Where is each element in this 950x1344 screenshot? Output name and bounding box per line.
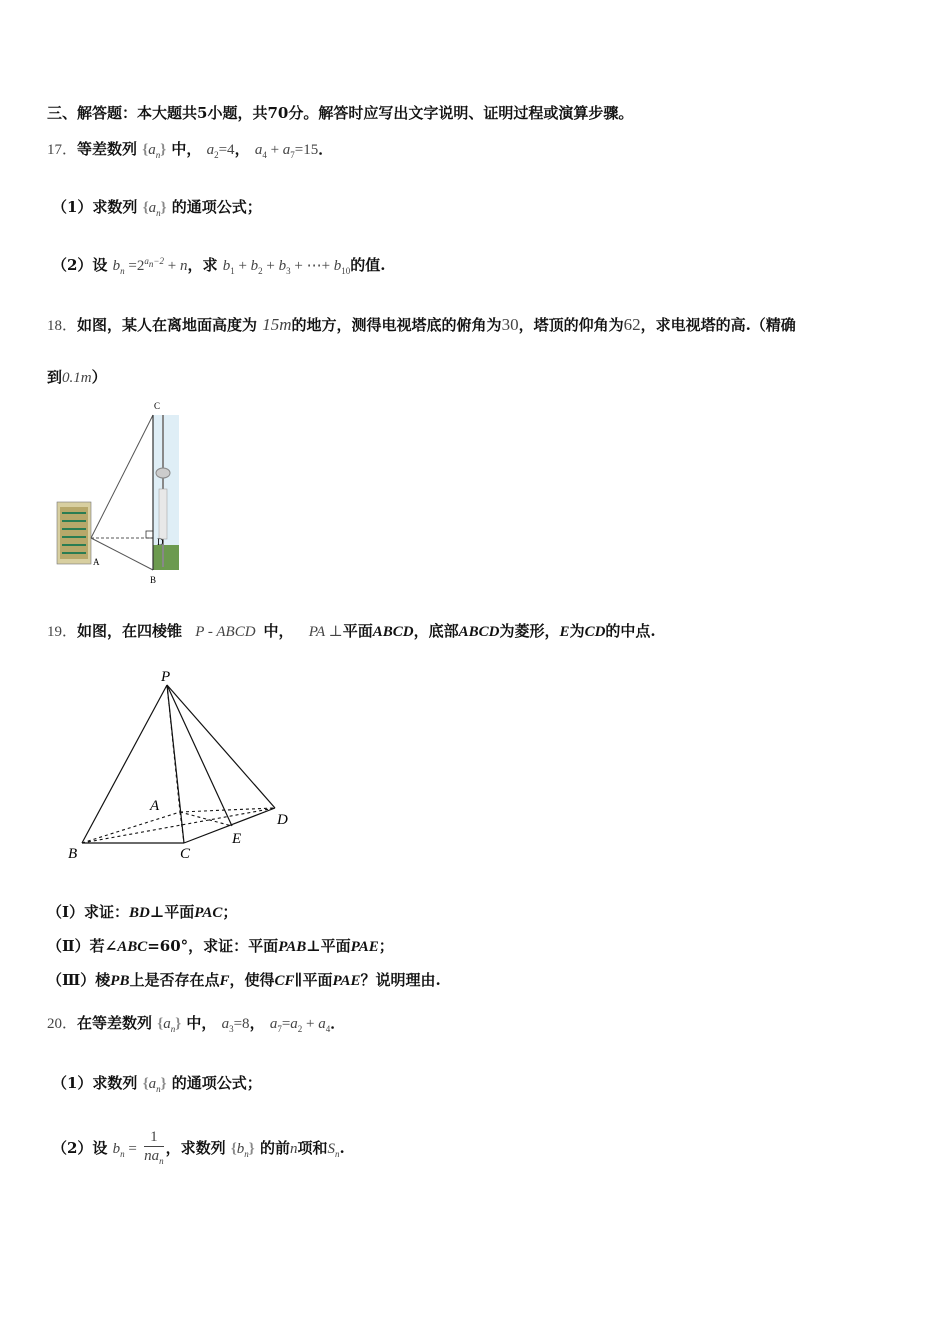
q20-stem: 20．在等差数列 $\{a_n\}$ 中， $a_3=8$， $a_7=a_2 + a_4$．	[47, 1014, 346, 1034]
label-C: C	[154, 401, 161, 411]
q18-figure	[50, 395, 190, 590]
label-A: A	[93, 557, 100, 567]
q19-stem: 19．如图，在四棱锥 P - ABCD 中， PA ⊥平面ABCD，底部ABCD为菱形，E为CD的中点.	[47, 622, 656, 640]
label-B: B	[150, 575, 157, 585]
q20-part2: （2）设 $b_n$ = $\frac{1}{na_n}$ ，求数列 $\{b_n\}$ 的前n项和$S_n$.	[52, 1129, 345, 1166]
label-A: A	[150, 798, 160, 814]
q18-stem: 18．如图，某人在离地面高度为 15m的地方，测得电视塔底的俯角为30，塔顶的仰角为62，求电视塔的高.（精确	[47, 315, 796, 334]
label-D: D	[157, 537, 164, 547]
label-E: E	[232, 831, 242, 847]
q19-part3: （Ⅲ）棱PB上是否存在点F，使得CF∥平面PAE？说明理由.	[47, 971, 441, 989]
label-B: B	[68, 846, 78, 862]
section-header: 三、解答题：本大题共5小题，共70分。解答时应写出文字说明、证明过程或演算步骤。	[47, 104, 634, 122]
q17-part2: （2）设 $b_n =2^{a_n-2} + n$，求 $b_1 + b_2 + b_3$ + ⋯+ $b_{10}$的值.	[52, 256, 386, 276]
q19-part1: （Ⅰ）求证：BD⊥平面PAC；	[47, 903, 238, 921]
label-D: D	[277, 812, 288, 828]
label-C: C	[180, 846, 191, 862]
q20-part1: （1）求数列 $\{a_n\}$ 的通项公式；	[52, 1074, 262, 1094]
q18-stem-line2: 到0.1m）	[47, 368, 107, 386]
q19-figure	[60, 665, 300, 870]
q17-part1: （1）求数列 $\{a_n\}$ 的通项公式；	[52, 198, 262, 218]
q19-part2: （Ⅱ）若∠ABC=60°，求证：平面PAB⊥平面PAE；	[47, 937, 394, 955]
q17-num: 17．	[47, 142, 78, 158]
q17-stem: 17．等差数列 $\{a_n\}$ 中， $a_2=4$， $a_4 + a_7=15$．	[47, 140, 334, 160]
label-P: P	[161, 669, 171, 685]
